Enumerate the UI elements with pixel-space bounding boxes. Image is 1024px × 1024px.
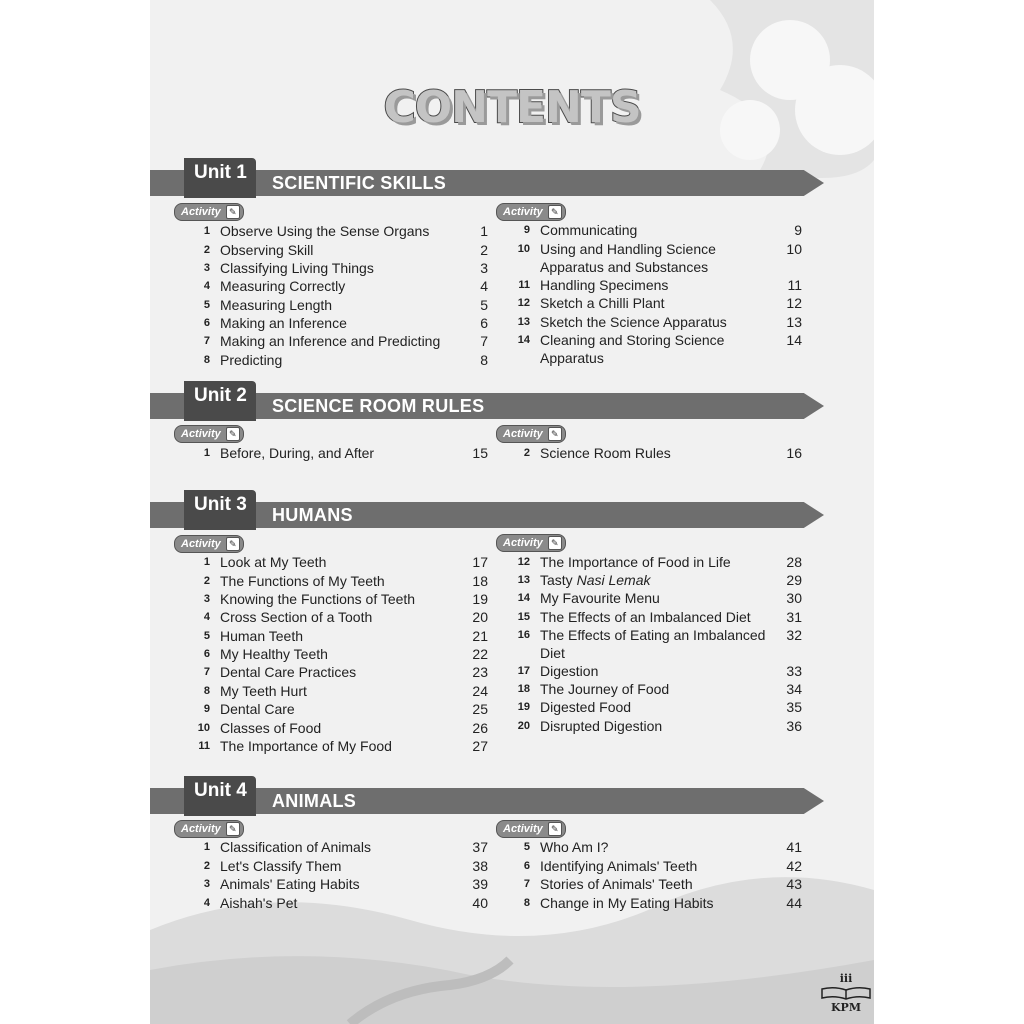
- unit-label: Unit 2: [194, 385, 247, 406]
- pencil-icon: ✎: [548, 536, 562, 550]
- toc-entry[interactable]: 3 Knowing the Functions of Teeth 19: [203, 591, 488, 607]
- unit-label: Unit 1: [194, 162, 247, 183]
- toc-entry[interactable]: 4 Aishah's Pet 40: [203, 895, 488, 911]
- toc-entry[interactable]: 6 Identifying Animals' Teeth 42: [523, 858, 802, 874]
- toc-entry[interactable]: 2 The Functions of My Teeth 18: [203, 573, 488, 589]
- unit-label: Unit 3: [194, 494, 247, 515]
- toc-entry[interactable]: 20 Disrupted Digestion 36: [517, 718, 802, 734]
- toc-entry[interactable]: 5 Measuring Length 5: [203, 297, 488, 313]
- toc-entry[interactable]: 15 The Effects of an Imbalanced Diet 31: [517, 609, 802, 625]
- toc-entry[interactable]: 17 Digestion 33: [517, 663, 802, 679]
- pencil-icon: ✎: [548, 427, 562, 441]
- toc-entry[interactable]: 14 Cleaning and Storing Science 14: [517, 332, 802, 348]
- toc-entry[interactable]: 3 Animals' Eating Habits 39: [203, 876, 488, 892]
- toc-entry[interactable]: 13 Sketch the Science Apparatus 13: [517, 314, 802, 330]
- page-number: iii: [839, 972, 853, 985]
- toc-entry[interactable]: 8 Predicting 8: [203, 352, 488, 368]
- publisher-logo: [818, 972, 874, 1024]
- open-book-icon: [818, 986, 874, 1000]
- unit-title: HUMANS: [272, 505, 353, 525]
- activity-label: Activity: [503, 428, 543, 440]
- activity-badge: [174, 820, 244, 838]
- toc-entry[interactable]: 5 Who Am I? 41: [523, 839, 802, 855]
- toc-entry[interactable]: 1 Look at My Teeth 17: [203, 554, 488, 570]
- toc-entry[interactable]: 8 Change in My Eating Habits 44: [523, 895, 802, 911]
- page-title: CONTENTS: [383, 82, 641, 133]
- pencil-icon: ✎: [226, 205, 240, 219]
- toc-entry[interactable]: 18 The Journey of Food 34: [517, 681, 802, 697]
- activity-badge: [496, 534, 566, 552]
- toc-entry[interactable]: 6 Making an Inference 6: [203, 315, 488, 331]
- activity-label: Activity: [503, 823, 543, 835]
- unit-label: Unit 4: [194, 780, 247, 801]
- pencil-icon: ✎: [226, 822, 240, 836]
- unit-title: SCIENTIFIC SKILLS: [272, 173, 447, 193]
- toc-entry[interactable]: 1 Observe Using the Sense Organs 1: [203, 223, 488, 239]
- activity-badge: [174, 535, 244, 553]
- toc-entry[interactable]: 19 Digested Food 35: [517, 699, 802, 715]
- toc-entry[interactable]: 6 My Healthy Teeth 22: [203, 646, 488, 662]
- toc-entry: Apparatus: [540, 350, 604, 366]
- unit-title: SCIENCE ROOM RULES: [272, 396, 485, 416]
- toc-entry: Apparatus and Substances: [540, 259, 709, 275]
- pencil-icon: ✎: [226, 427, 240, 441]
- toc-entry[interactable]: 3 Classifying Living Things 3: [203, 260, 488, 276]
- toc-entry[interactable]: 7 Stories of Animals' Teeth 43: [523, 876, 802, 892]
- toc-entry[interactable]: 10 Using and Handling Science 10: [517, 241, 802, 257]
- activity-badge: [496, 425, 566, 443]
- toc-entry[interactable]: 2 Observing Skill 2: [203, 242, 488, 258]
- toc-entry[interactable]: 16 The Effects of Eating an Imbalanced 32: [517, 627, 802, 643]
- toc-entry[interactable]: 4 Measuring Correctly 4: [203, 278, 488, 294]
- activity-badge: [496, 820, 566, 838]
- toc-entry[interactable]: 12 Sketch a Chilli Plant 12: [517, 295, 802, 311]
- activity-badge: [174, 425, 244, 443]
- activity-label: Activity: [181, 538, 221, 550]
- activity-badge: [496, 203, 566, 221]
- toc-entry[interactable]: 2 Let's Classify Them 38: [203, 858, 488, 874]
- pencil-icon: ✎: [548, 205, 562, 219]
- toc-entry[interactable]: 11 Handling Specimens 11: [518, 277, 802, 293]
- toc-entry[interactable]: 1 Classification of Animals 37: [203, 839, 488, 855]
- toc-entry[interactable]: 11 The Importance of My Food 27: [198, 738, 488, 754]
- activity-label: Activity: [503, 537, 543, 549]
- toc-entry[interactable]: 10 Classes of Food 26: [197, 720, 488, 736]
- toc-entry[interactable]: 7 Making an Inference and Predicting 7: [203, 333, 488, 349]
- unit-title: ANIMALS: [272, 791, 357, 811]
- toc-entry[interactable]: 7 Dental Care Practices 23: [203, 664, 488, 680]
- toc-entry[interactable]: 12 The Importance of Food in Life 28: [517, 554, 802, 570]
- activity-label: Activity: [181, 206, 221, 218]
- activity-badge: [174, 203, 244, 221]
- toc-entry[interactable]: 9 Communicating 9: [523, 222, 802, 238]
- activity-label: Activity: [181, 428, 221, 440]
- toc-entry[interactable]: 1 Before, During, and After 15: [203, 445, 488, 461]
- toc-entry[interactable]: 2 Science Room Rules 16: [523, 445, 802, 461]
- toc-entry: Diet: [540, 645, 565, 661]
- toc-entry[interactable]: 9 Dental Care 25: [203, 701, 488, 717]
- toc-entry[interactable]: 8 My Teeth Hurt 24: [203, 683, 488, 699]
- pencil-icon: ✎: [226, 537, 240, 551]
- publisher-name: KPM: [830, 1001, 861, 1014]
- activity-label: Activity: [181, 823, 221, 835]
- contents-page: [150, 0, 874, 1024]
- toc-entry[interactable]: 13 Tasty Nasi Lemak 29: [517, 572, 802, 588]
- activity-label: Activity: [503, 206, 543, 218]
- toc-entry[interactable]: 5 Human Teeth 21: [203, 628, 488, 644]
- toc-entry[interactable]: 14 My Favourite Menu 30: [517, 590, 802, 606]
- toc-entry[interactable]: 4 Cross Section of a Tooth 20: [203, 609, 488, 625]
- pencil-icon: ✎: [548, 822, 562, 836]
